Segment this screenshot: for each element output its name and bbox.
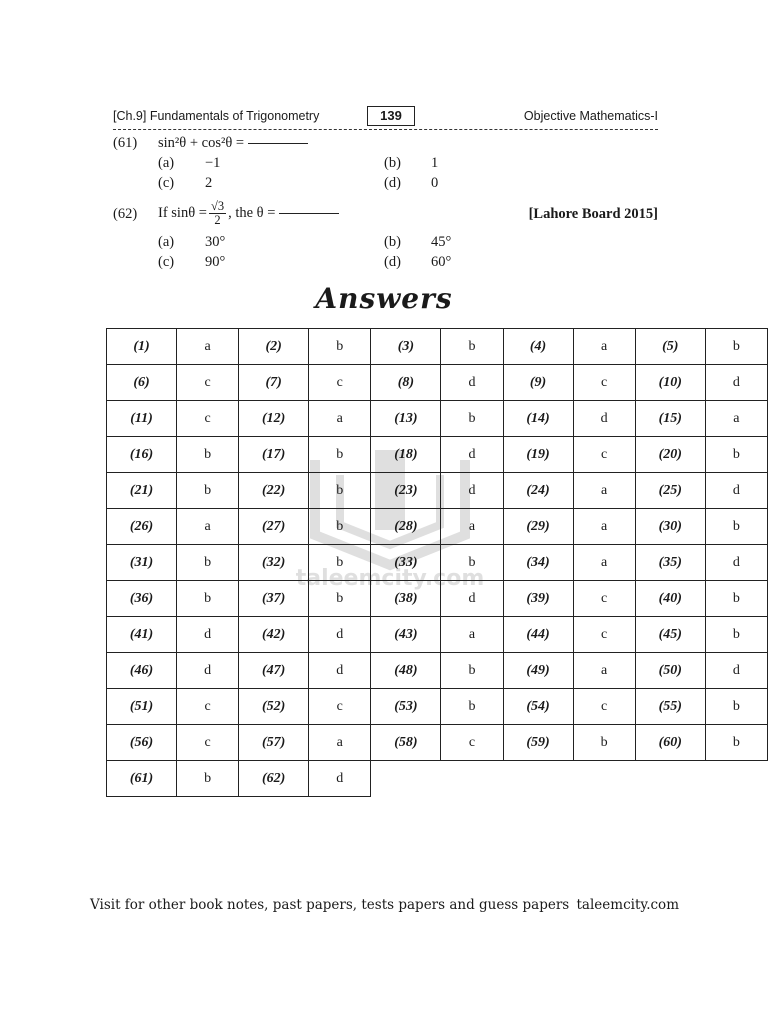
table-row: [107, 545, 768, 581]
option-label: (b): [384, 155, 401, 171]
question-number-cell: (4): [503, 329, 573, 365]
answer-cell: b: [441, 329, 503, 365]
option-d: [384, 175, 438, 192]
table-row: [107, 617, 768, 653]
question-number-cell: (30): [635, 509, 705, 545]
question-number-cell: (59): [503, 725, 573, 761]
table-row: [107, 509, 768, 545]
question-number-cell: (12): [239, 401, 309, 437]
answer-blank: [279, 213, 339, 214]
table-row: [107, 725, 768, 761]
fraction-denominator: 2: [214, 213, 221, 227]
question-number-cell: (62): [239, 761, 309, 797]
question-number-cell: (27): [239, 509, 309, 545]
watermark-text: taleemcity.com: [295, 566, 485, 590]
option-text: 1: [431, 155, 439, 171]
question-number-cell: (22): [239, 473, 309, 509]
question-stem: [158, 200, 339, 227]
answer-cell: b: [176, 761, 238, 797]
question-number-cell: (2): [239, 329, 309, 365]
answer-cell: d: [705, 473, 767, 509]
answer-cell: b: [176, 473, 238, 509]
question-number-cell: (44): [503, 617, 573, 653]
answer-cell: c: [573, 689, 635, 725]
option-text: 30°: [205, 234, 226, 250]
fraction: [209, 200, 226, 227]
question-number-cell: (35): [635, 545, 705, 581]
question-number-cell: (13): [371, 401, 441, 437]
answer-blank: [248, 143, 308, 144]
table-row: [107, 329, 768, 365]
question-number-cell: (21): [107, 473, 177, 509]
answer-cell: b: [705, 437, 767, 473]
answer-cell: a: [441, 617, 503, 653]
answer-cell: b: [176, 545, 238, 581]
answer-cell: d: [309, 761, 371, 797]
question-number-cell: (60): [635, 725, 705, 761]
page-number: 139: [367, 106, 415, 126]
question-number-cell: (47): [239, 653, 309, 689]
question-number-cell: (31): [107, 545, 177, 581]
answer-cell: a: [573, 473, 635, 509]
answer-cell: b: [705, 509, 767, 545]
question-number-cell: (14): [503, 401, 573, 437]
option-text: 2: [205, 175, 213, 191]
page-header: [113, 106, 658, 128]
question-stem-suffix: , the θ =: [228, 204, 276, 221]
table-row: [107, 437, 768, 473]
answer-cell: b: [705, 725, 767, 761]
option-text: 90°: [205, 254, 226, 270]
question-stem-text: sin²θ + cos²θ =: [158, 135, 245, 151]
empty-cell: [371, 761, 441, 797]
answer-cell: c: [176, 401, 238, 437]
question-number-cell: (46): [107, 653, 177, 689]
question-number-cell: (50): [635, 653, 705, 689]
table-row: [107, 689, 768, 725]
chapter-title: [Ch.9] Fundamentals of Trigonometry: [113, 109, 320, 123]
question-number-cell: (38): [371, 581, 441, 617]
answer-cell: a: [573, 509, 635, 545]
answer-cell: d: [309, 617, 371, 653]
option-label: (c): [158, 254, 175, 270]
option-text: −1: [205, 155, 221, 171]
question-stem-text: If sinθ =: [158, 204, 207, 221]
question-number-cell: (19): [503, 437, 573, 473]
answer-cell: c: [573, 437, 635, 473]
answer-cell: b: [441, 653, 503, 689]
option-label: (a): [158, 155, 175, 171]
answer-cell: c: [441, 725, 503, 761]
answer-cell: b: [309, 509, 371, 545]
answer-cell: c: [573, 365, 635, 401]
question-number-cell: (10): [635, 365, 705, 401]
answer-cell: b: [705, 689, 767, 725]
option-text: 45°: [431, 234, 452, 250]
answer-cell: b: [176, 437, 238, 473]
answer-cell: a: [573, 329, 635, 365]
option-text: 60°: [431, 254, 452, 270]
question-number-cell: (32): [239, 545, 309, 581]
answer-cell: c: [176, 725, 238, 761]
answer-cell: b: [573, 725, 635, 761]
answer-cell: d: [441, 581, 503, 617]
table-row: [107, 653, 768, 689]
footer-site-link[interactable]: taleemcity.com: [576, 897, 679, 913]
question-number-cell: (56): [107, 725, 177, 761]
question-number-cell: (16): [107, 437, 177, 473]
book-title: Objective Mathematics-I: [523, 109, 658, 123]
question-number-cell: (7): [239, 365, 309, 401]
question-number-cell: (3): [371, 329, 441, 365]
question-number-cell: (24): [503, 473, 573, 509]
question-number-cell: (49): [503, 653, 573, 689]
question-number-cell: (41): [107, 617, 177, 653]
question-number-cell: (8): [371, 365, 441, 401]
option-a: [158, 234, 225, 251]
option-a: [158, 155, 220, 172]
question-number-cell: (45): [635, 617, 705, 653]
question-number-cell: (51): [107, 689, 177, 725]
option-label: (d): [384, 254, 401, 270]
answer-cell: d: [441, 365, 503, 401]
fraction-numerator: √3: [210, 199, 225, 213]
answer-cell: b: [309, 545, 371, 581]
option-b: [384, 155, 438, 172]
header-divider: [113, 129, 658, 130]
option-label: (b): [384, 234, 401, 250]
option-d: [384, 254, 451, 271]
question-number-cell: (39): [503, 581, 573, 617]
answer-cell: b: [176, 581, 238, 617]
answer-cell: a: [705, 401, 767, 437]
answer-cell: d: [441, 437, 503, 473]
answer-cell: a: [176, 509, 238, 545]
option-label: (a): [158, 234, 175, 250]
answer-cell: b: [705, 329, 767, 365]
answer-cell: b: [441, 689, 503, 725]
answer-cell: b: [309, 473, 371, 509]
table-row: [107, 473, 768, 509]
answer-cell: a: [176, 329, 238, 365]
option-text: 0: [431, 175, 439, 191]
question-number-cell: (57): [239, 725, 309, 761]
option-c: [158, 175, 212, 192]
question-number-cell: (17): [239, 437, 309, 473]
answer-cell: b: [309, 437, 371, 473]
question-number-cell: (11): [107, 401, 177, 437]
answer-cell: b: [441, 545, 503, 581]
option-label: (d): [384, 175, 401, 191]
empty-cell: [705, 761, 767, 797]
question-number-cell: (58): [371, 725, 441, 761]
empty-cell: [573, 761, 635, 797]
answer-cell: d: [309, 653, 371, 689]
answer-cell: a: [309, 725, 371, 761]
question-number-cell: (5): [635, 329, 705, 365]
question-number: (62): [113, 206, 138, 222]
table-row: [107, 401, 768, 437]
question-stem: [158, 135, 308, 152]
question-number-cell: (9): [503, 365, 573, 401]
answer-cell: b: [309, 329, 371, 365]
answer-cell: c: [573, 581, 635, 617]
question-number-cell: (52): [239, 689, 309, 725]
option-c: [158, 254, 225, 271]
question-number-cell: (36): [107, 581, 177, 617]
option-label: (c): [158, 175, 175, 191]
answer-cell: d: [705, 365, 767, 401]
answer-cell: d: [573, 401, 635, 437]
question-number-cell: (1): [107, 329, 177, 365]
empty-cell: [635, 761, 705, 797]
question-number-cell: (34): [503, 545, 573, 581]
answer-cell: c: [309, 689, 371, 725]
table-row: [107, 581, 768, 617]
answer-cell: a: [573, 653, 635, 689]
question-number: (61): [113, 135, 138, 151]
answer-cell: d: [176, 617, 238, 653]
question-number-cell: (55): [635, 689, 705, 725]
question-number-cell: (33): [371, 545, 441, 581]
empty-cell: [503, 761, 573, 797]
answer-cell: a: [441, 509, 503, 545]
question-number-cell: (54): [503, 689, 573, 725]
answer-cell: c: [176, 365, 238, 401]
question-number-cell: (29): [503, 509, 573, 545]
question-number-cell: (40): [635, 581, 705, 617]
option-b: [384, 234, 451, 251]
answer-cell: d: [705, 653, 767, 689]
answer-cell: c: [309, 365, 371, 401]
question-number-cell: (43): [371, 617, 441, 653]
answer-cell: b: [309, 581, 371, 617]
question-number-cell: (20): [635, 437, 705, 473]
question-number-cell: (28): [371, 509, 441, 545]
answer-cell: d: [176, 653, 238, 689]
table-row: [107, 365, 768, 401]
question-number-cell: (37): [239, 581, 309, 617]
answer-cell: a: [573, 545, 635, 581]
question-number-cell: (42): [239, 617, 309, 653]
answer-cell: c: [176, 689, 238, 725]
answer-cell: b: [705, 581, 767, 617]
answer-cell: d: [441, 473, 503, 509]
footer-note: Visit for other book notes, past papers, tests papers and guess papers: [90, 897, 570, 913]
answer-cell: b: [705, 617, 767, 653]
table-row: [107, 761, 768, 797]
question-number-cell: (61): [107, 761, 177, 797]
question-number-cell: (53): [371, 689, 441, 725]
answer-cell: d: [705, 545, 767, 581]
answers-heading: Answers: [315, 282, 453, 315]
question-number-cell: (48): [371, 653, 441, 689]
question-number-cell: (15): [635, 401, 705, 437]
question-number-cell: (18): [371, 437, 441, 473]
question-number-cell: (6): [107, 365, 177, 401]
question-61: [113, 135, 658, 155]
board-reference: [Lahore Board 2015]: [528, 206, 658, 222]
empty-cell: [441, 761, 503, 797]
question-number-cell: (23): [371, 473, 441, 509]
answer-cell: c: [573, 617, 635, 653]
answer-cell: a: [309, 401, 371, 437]
answer-cell: b: [441, 401, 503, 437]
question-number-cell: (25): [635, 473, 705, 509]
answers-table: [106, 328, 768, 797]
question-number-cell: (26): [107, 509, 177, 545]
